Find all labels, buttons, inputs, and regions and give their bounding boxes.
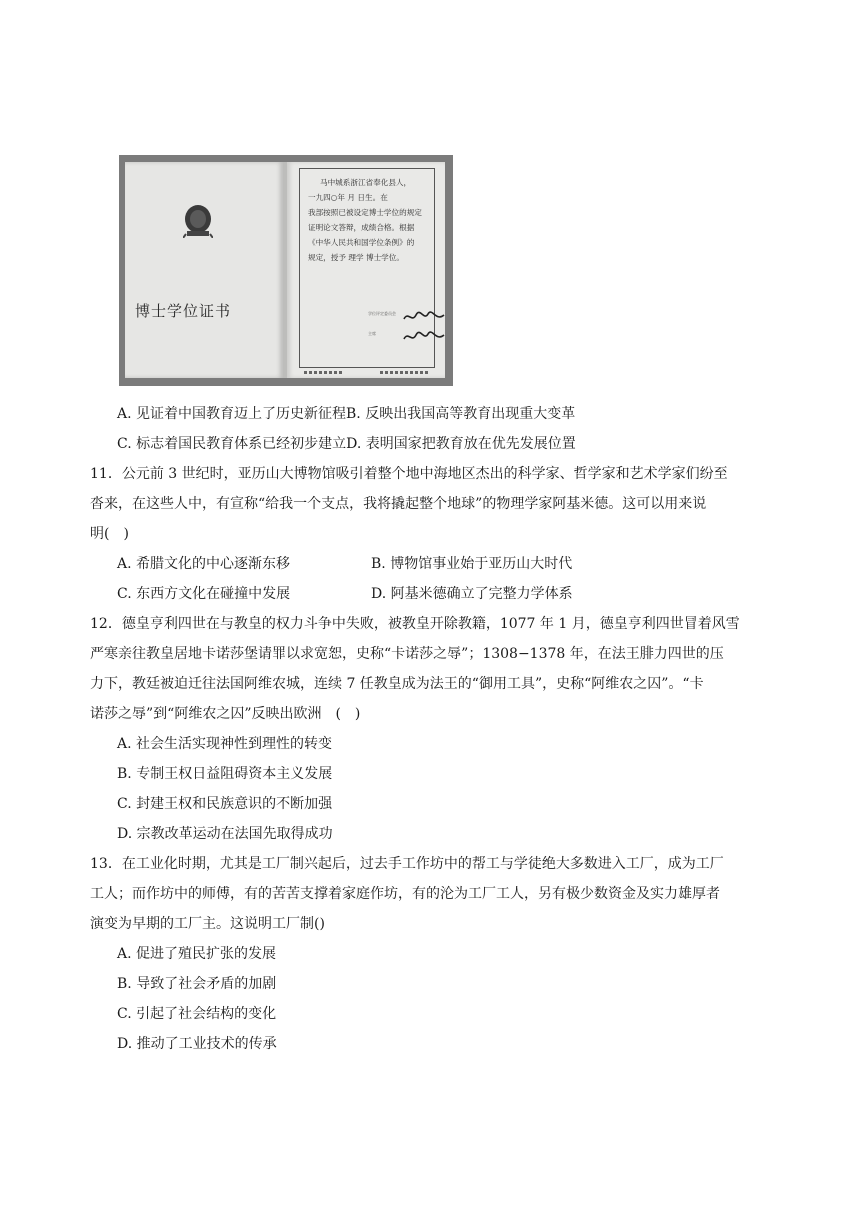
signature-label: 学位评定委员会 xyxy=(368,311,396,316)
certificate-line: 我部按照已被设定博士学位的规定 xyxy=(308,208,422,217)
q10-options-row-2 xyxy=(117,434,576,454)
q13-option-d: D. 推动了工业技术的传承 xyxy=(117,1036,277,1052)
q13-option-b: B. 导致了社会矛盾的加剧 xyxy=(117,976,277,992)
q11-options-row-2 xyxy=(117,584,573,604)
q10-option-c: C. 标志着国民教育体系已经初步建立 xyxy=(117,436,347,452)
certificate-line: 证明论文答辩，成绩合格。根据 xyxy=(308,223,415,232)
q13-stem-line: 工人；而作坊中的师傅，有的苦苦支撑着家庭作坊，有的沦为工厂工人，另有极少数资金及实力雄厚者 xyxy=(90,886,720,902)
national-emblem-icon xyxy=(183,204,213,238)
q11-stem-line: 沓来，在这些人中，有宣称“给我一个支点，我将撬起整个地球”的物理学家阿基米德。这可以用来说 xyxy=(90,496,707,512)
certificate-line: 规定，授予 理学 博士学位。 xyxy=(308,253,404,262)
q12-stem-line: 力下，教廷被迫迁往法国阿维农城，连续 7 任教皇成为法王的“御用工具”，史称“阿维农之囚”。“卡 xyxy=(90,676,704,692)
certificate-line: 《中华人民共和国学位条例》的 xyxy=(308,238,415,247)
q13-option-a: A. 促进了殖民扩张的发展 xyxy=(117,946,277,962)
q13-option-c: C. 引起了社会结构的变化 xyxy=(117,1006,277,1022)
q11-option-c: C. 东西方文化在碰撞中发展 xyxy=(117,586,291,602)
q10-option-d: D. 表明国家把教育放在优先发展位置 xyxy=(346,436,576,452)
q11-option-b: B. 博物馆事业始于亚历山大时代 xyxy=(371,556,573,572)
q10-options-row-1 xyxy=(117,404,575,424)
certificate-footer xyxy=(304,371,430,374)
handwritten-signature-icon xyxy=(402,329,446,345)
q10-option-b: B. 反映出我国高等教育出现重大变革 xyxy=(346,406,576,422)
q12-option-c: C. 封建王权和民族意识的不断加强 xyxy=(117,796,333,812)
certificate-inner-page xyxy=(287,162,445,378)
q10-option-a: A. 见证着中国教育迈上了历史新征程 xyxy=(117,406,347,422)
q11-options-row-1 xyxy=(117,554,572,574)
certificate-date xyxy=(380,371,430,374)
q11-option-a: A. 希腊文化的中心逐渐东移 xyxy=(117,556,291,572)
certificate-photo xyxy=(119,155,453,386)
certificate-serial xyxy=(304,371,344,374)
q12-option-a: A. 社会生活实现神性到理性的转变 xyxy=(117,736,333,752)
q11-option-d: D. 阿基米德确立了完整力学体系 xyxy=(371,586,573,602)
q12-option-b: B. 专制王权日益阻碍资本主义发展 xyxy=(117,766,333,782)
q12-option-d: D. 宗教改革运动在法国先取得成功 xyxy=(117,826,333,842)
q13-stem-line: 13．在工业化时期，尤其是工厂制兴起后，过去手工作坊中的帮工与学徒绝大多数进入工厂，成为工厂 xyxy=(90,856,724,872)
q12-stem-line: 12．德皇亨利四世在与教皇的权力斗争中失败，被教皇开除教籍，1077 年 1 月，德皇亨利四世冒着风雪 xyxy=(90,616,740,632)
certificate-line: 一九四○年 月 日生。在 xyxy=(308,193,388,202)
certificate-cover-title: 博士学位证书 xyxy=(135,302,232,320)
certificate-body xyxy=(308,175,428,265)
q11-stem-line: 明( ) xyxy=(90,526,129,542)
q13-stem-line: 演变为早期的工厂主。这说明工厂制() xyxy=(90,916,325,932)
q11-stem-line: 11．公元前 3 世纪时，亚历山大博物馆吸引着整个地中海地区杰出的科学家、哲学家和艺术学家们纷至 xyxy=(90,466,728,482)
certificate-line: 马中城系浙江省奉化县人， xyxy=(320,178,412,187)
certificate-frame xyxy=(299,168,435,368)
q12-stem-line: 严寒亲往教皇居地卡诺莎堡请罪以求宽恕，史称“卡诺莎之辱”；1308−1378 年，在法王腓力四世的压 xyxy=(90,646,724,662)
handwritten-signature-icon xyxy=(402,309,446,325)
q12-stem-line: 诺莎之辱”到“阿维农之囚”反映出欧洲 ( ) xyxy=(90,706,361,722)
signature-label: 主席 xyxy=(368,331,376,336)
certificate-cover xyxy=(125,162,283,378)
